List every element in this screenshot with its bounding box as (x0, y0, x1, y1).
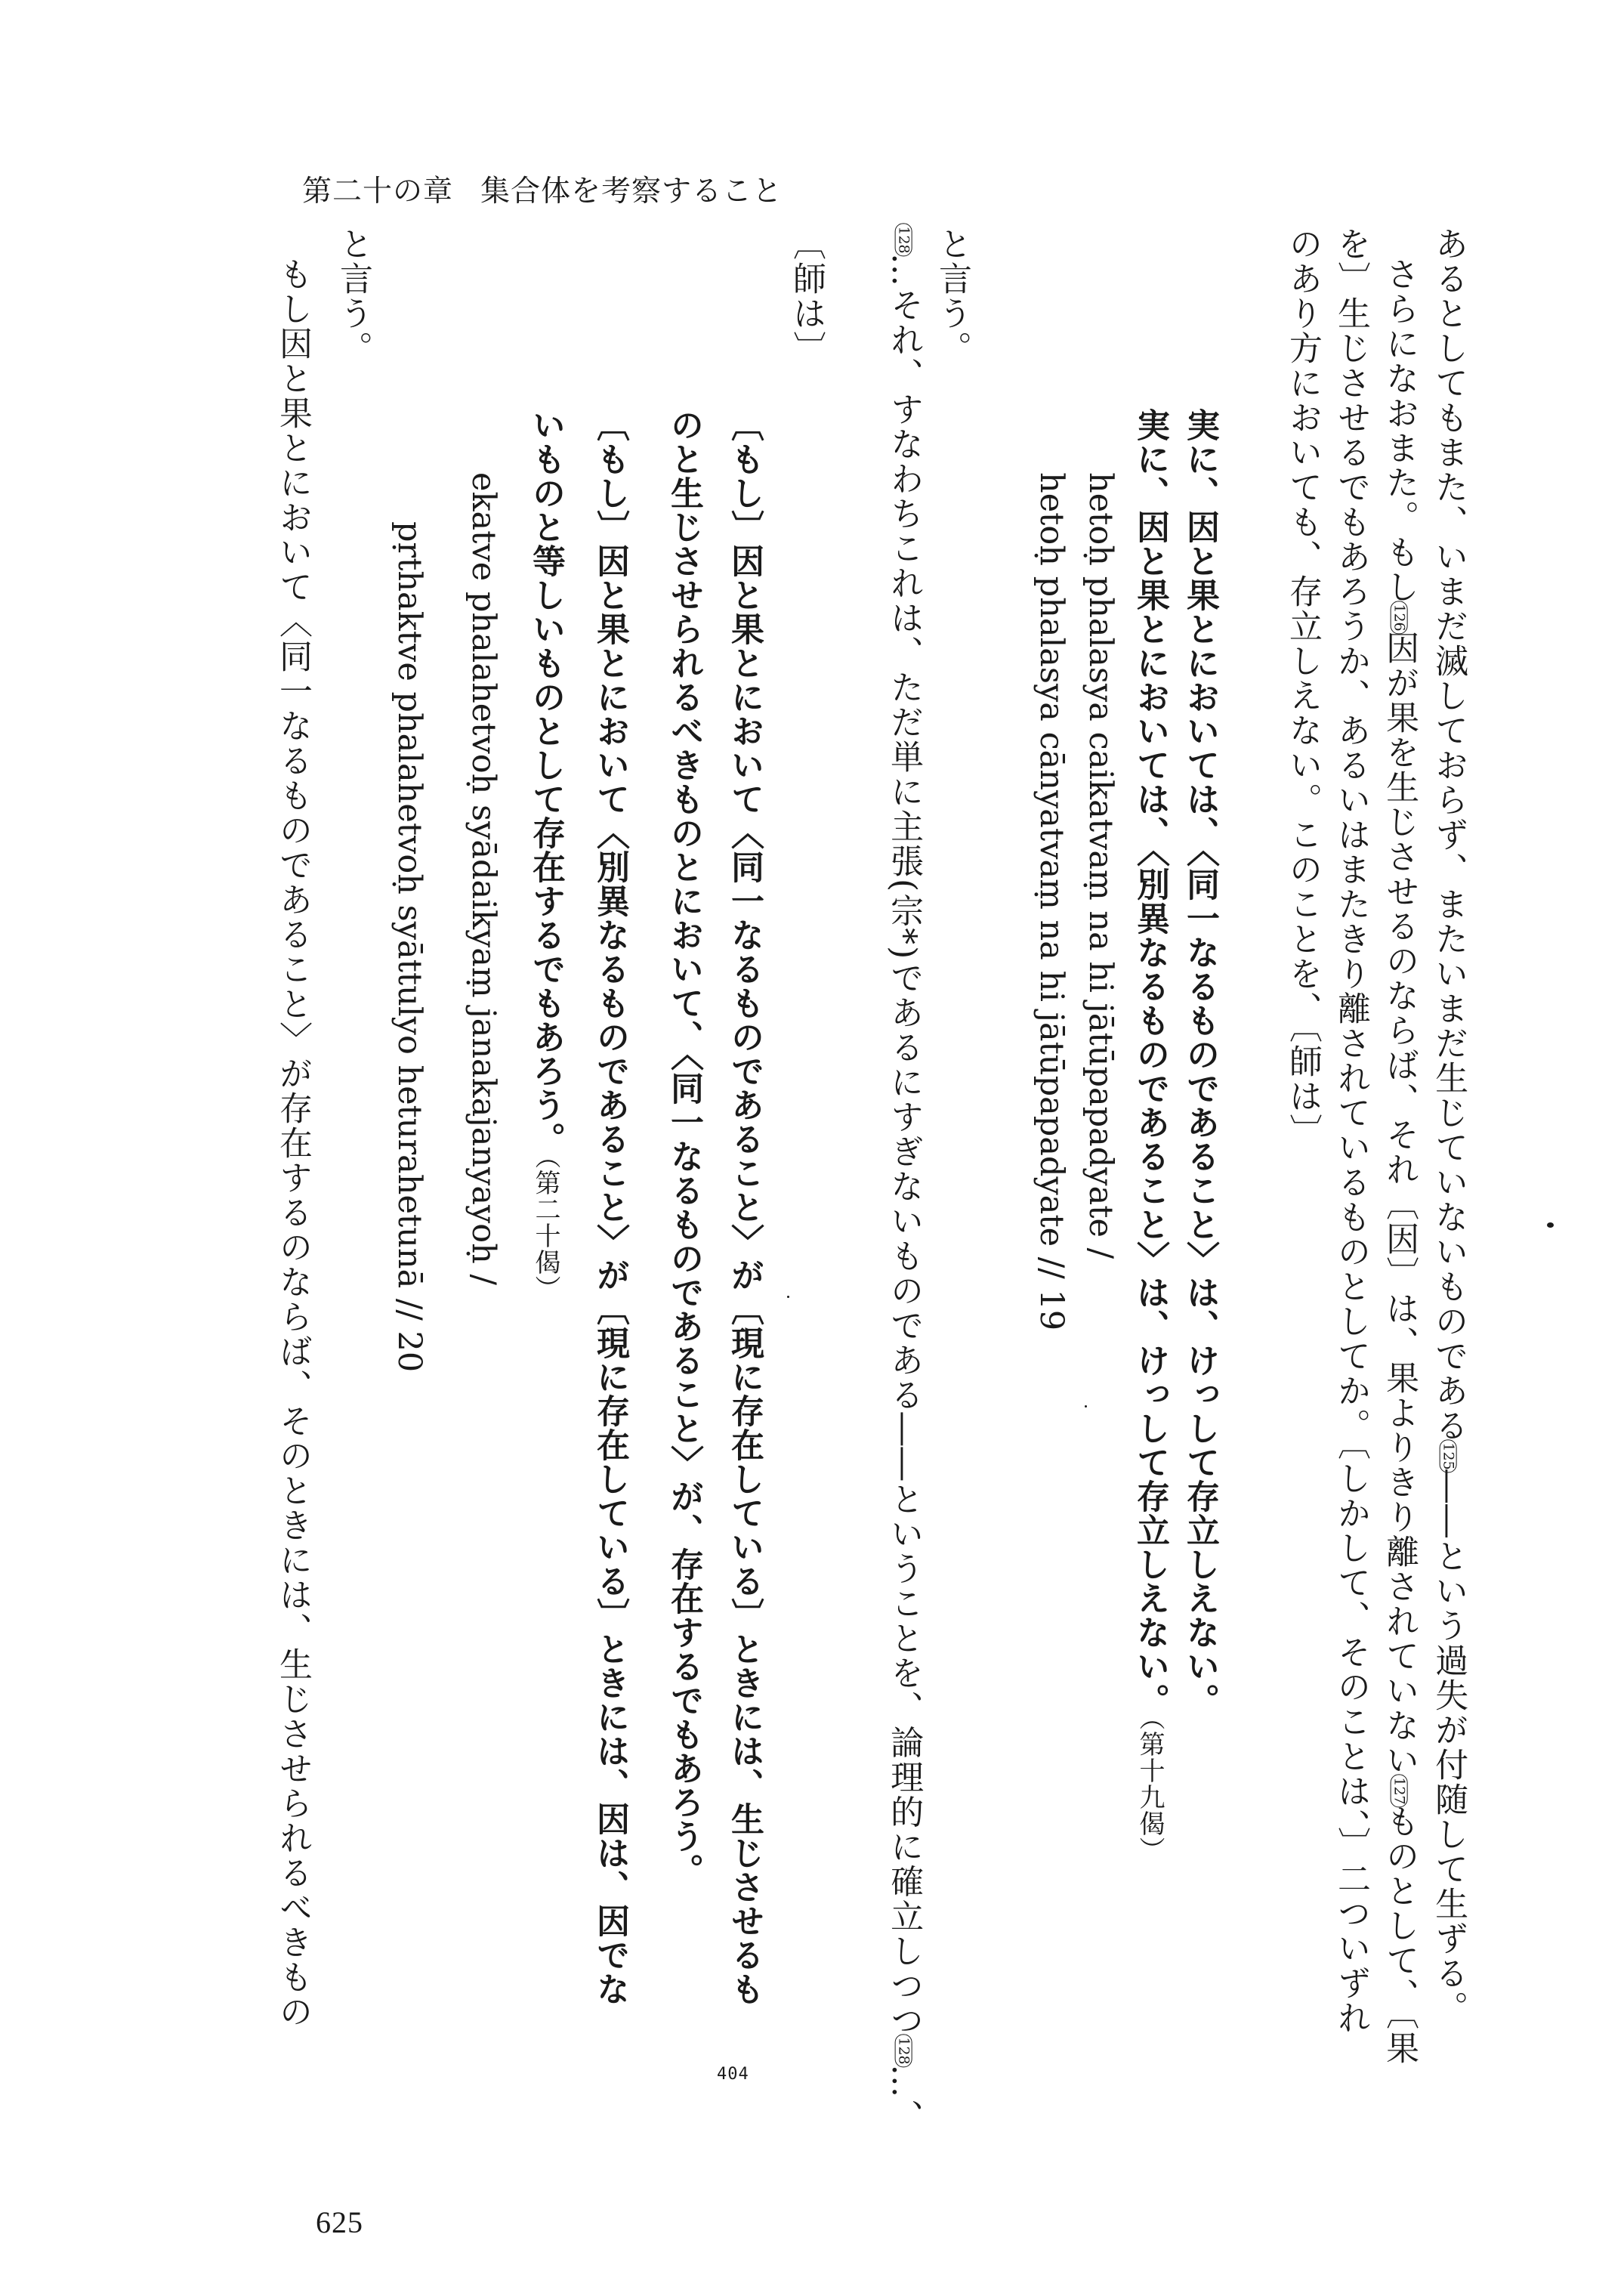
verse-20-line-4 (526, 408, 565, 1302)
body-column-4 (1283, 227, 1322, 1148)
verse-number: （第十九偈） (1135, 1717, 1165, 1863)
sanskrit-text: hetoḥ phalasya cānyatvaṃ na hi jātūpapadyate // 19 (1033, 472, 1070, 1331)
body-column-19 (273, 257, 312, 2029)
body-column-18 (334, 227, 372, 366)
verse-text: 実に、因と果とにおいては、〈同一なるものであること〉は、けっして存立しえない。 (1181, 408, 1219, 1717)
note-marker: 127 (1391, 1774, 1408, 1807)
verse-19-line-1 (1181, 408, 1219, 1717)
verse-text: のと生じさせられるべきものとにおいて、〈同一なるものであること〉が、存在するでもあろう。 (665, 408, 703, 1887)
note-marker: 128 (895, 2035, 912, 2068)
running-head (302, 168, 783, 210)
body-text: あるとしてもまた、いまだ滅しておらず、またいまだ生じていないものである (1429, 227, 1468, 1443)
body-text: のあり方においても、存立しえない。このことを、〔師は〕 (1283, 227, 1322, 1148)
verse-number: （第二十偈） (530, 1156, 560, 1302)
body-text: …それ、すなわちこれは、ただ単に主張(宗 (885, 253, 924, 929)
body-text: ――という過失が付随して生ずる。 (1429, 1469, 1468, 2026)
verse-text: 〔もし〕因と果とにおいて〈別異なるものであること〉が〔現に存在している〕ときには、因は、因でな (591, 408, 629, 2006)
note-marker: 128 (895, 223, 912, 256)
page-number: 625 (316, 2205, 363, 2239)
body-column-2 (1380, 257, 1419, 2066)
verse-20-line-2 (665, 408, 703, 1887)
body-text: ものとして、〔果 (1380, 1804, 1419, 2066)
body-text: を〕生じさせるでもあろうか、あるいはまたきり離されているものとしてか。〔しかして、そのことは、〕二ついずれ (1332, 227, 1370, 2035)
sanskrit-text: pṛthaktve phalahetvoḥ syāttulyo heturahetunā // 20 (391, 521, 428, 1373)
body-column-11 (787, 227, 826, 366)
sanskrit-20-line-1 (465, 472, 502, 1285)
verse-text: 〔もし〕因と果とにおいて〈同一なるものであること〉が〔現に存在している〕ときには、生じさせるも (725, 408, 764, 2006)
ink-speck (1547, 1222, 1554, 1228)
body-column-3 (1332, 227, 1370, 2035)
page-stamp: 404 (717, 2065, 749, 2084)
body-text: 〔師は〕 (787, 227, 826, 366)
body-text: )であるにすぎないものである――ということを、論理的に確立しつつ (885, 946, 924, 2038)
body-text: と言う。 (334, 227, 372, 366)
ink-speck (787, 1296, 789, 1298)
body-column-10 (885, 226, 924, 2134)
verse-text: 実に、因と果とにおいては、〈別異なるものであること〉は、けっして存立しえない。 (1131, 408, 1169, 1717)
verse-20-line-3 (591, 408, 629, 2006)
body-text: さらになおまた。もし (1380, 257, 1419, 604)
chapter-label: 第二十の章 (302, 175, 454, 209)
body-text: と言う。 (933, 227, 971, 366)
verse-text: いものと等しいものとして存在するでもあろう。 (526, 408, 565, 1156)
asterisk-note: * (885, 928, 924, 947)
body-text: 因が果を生じさせるのならば、それ〔因〕は、果よりきり離されていない (1380, 631, 1419, 1778)
sanskrit-19-line-1 (1082, 472, 1119, 1259)
sanskrit-19-line-2 (1033, 472, 1070, 1331)
body-text: …、 (885, 2064, 924, 2134)
verse-20-line-1 (725, 408, 764, 2006)
chapter-title: 集合体を考察すること (480, 175, 783, 209)
ink-speck (1085, 1405, 1087, 1408)
sanskrit-20-line-2 (391, 521, 428, 1373)
body-column-1 (1429, 227, 1468, 2026)
note-marker: 125 (1440, 1439, 1457, 1472)
note-marker: 126 (1391, 601, 1408, 634)
sanskrit-text: ekatve phalahetvoḥ syādaikyaṃ janakajanyayoḥ / (465, 472, 502, 1285)
body-text: もし因と果とにおいて〈同一なるものであること〉が存在するのならば、そのときには、生じさせられるべきもの (273, 257, 312, 2029)
body-column-9 (933, 227, 971, 366)
sanskrit-text: hetoḥ phalasya caikatvaṃ na hi jātūpapadyate / (1082, 472, 1119, 1259)
verse-19-line-2 (1131, 408, 1169, 1863)
